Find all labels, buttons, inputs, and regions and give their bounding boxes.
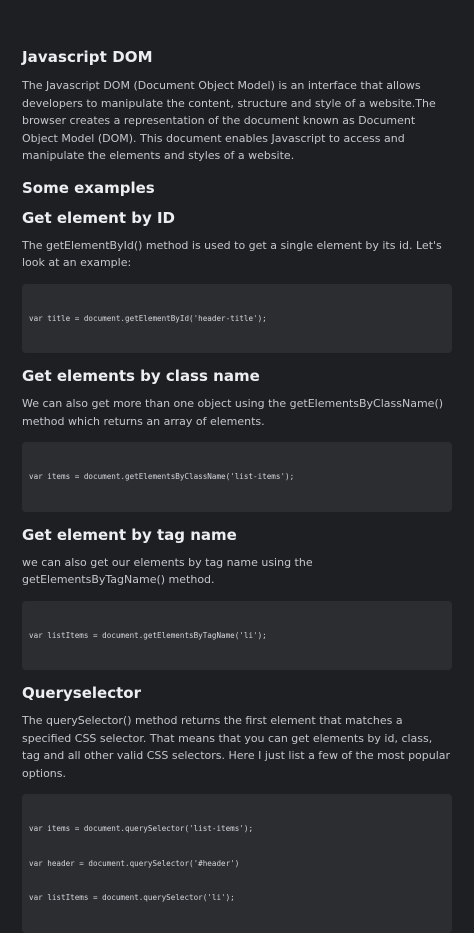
code-block-queryselector[interactable] bbox=[22, 794, 452, 933]
article-title: Javascript DOM bbox=[22, 48, 153, 66]
section-text-get-element-by-tag-name: we can also get our elements by tag name using the getElementsByTagName() method. bbox=[22, 555, 313, 586]
code-line: var listItems = document.getElementsByTagName('li'); bbox=[29, 630, 267, 640]
section-text-get-element-by-id: The getElementById() method is used to get a single element by its id. Let's look at an example: bbox=[22, 238, 442, 269]
examples-heading: Some examples bbox=[22, 178, 155, 197]
code-line: var items = document.getElementsByClassName('list-items'); bbox=[29, 472, 295, 481]
section-text-queryselector: The querySelector() method returns the first element that matches a specified CSS selector. That means that you can get elements by id, class, tag and all other valid CSS selectors. Here I just list a few of the most popular options. bbox=[22, 714, 451, 780]
section-heading-queryselector: Queryselector bbox=[22, 684, 141, 702]
code-line: var title = document.getElementById('header-title'); bbox=[29, 313, 267, 323]
code-line: var items = document.querySelector('list-items'); bbox=[29, 824, 254, 833]
section-heading-get-elements-by-class-name: Get elements by class name bbox=[22, 367, 260, 385]
section-heading-get-element-by-tag-name: Get element by tag name bbox=[22, 525, 237, 544]
intro-paragraph: The Javascript DOM (Document Object Model) is an interface that allows developers to manipulate the content, structure and style of a website.The browser creates a representation of the document known as Document Object Model (DOM). This document enables Javascript to access and manipulate the elements and styles of a website. bbox=[22, 79, 436, 162]
code-block-get-element-by-tag-name[interactable] bbox=[22, 601, 452, 671]
code-line: var header = document.querySelector('#header') bbox=[29, 858, 240, 868]
code-block-get-elements-by-class-name[interactable] bbox=[22, 442, 452, 512]
code-block-get-element-by-id[interactable] bbox=[22, 284, 452, 354]
section-text-get-elements-by-class-name: We can also get more than one object using the getElementsByClassName() method which returns an array of elements. bbox=[22, 397, 444, 428]
code-line: var listItems = document.querySelector('li'); bbox=[29, 893, 235, 902]
section-heading-get-element-by-id: Get element by ID bbox=[22, 208, 176, 227]
